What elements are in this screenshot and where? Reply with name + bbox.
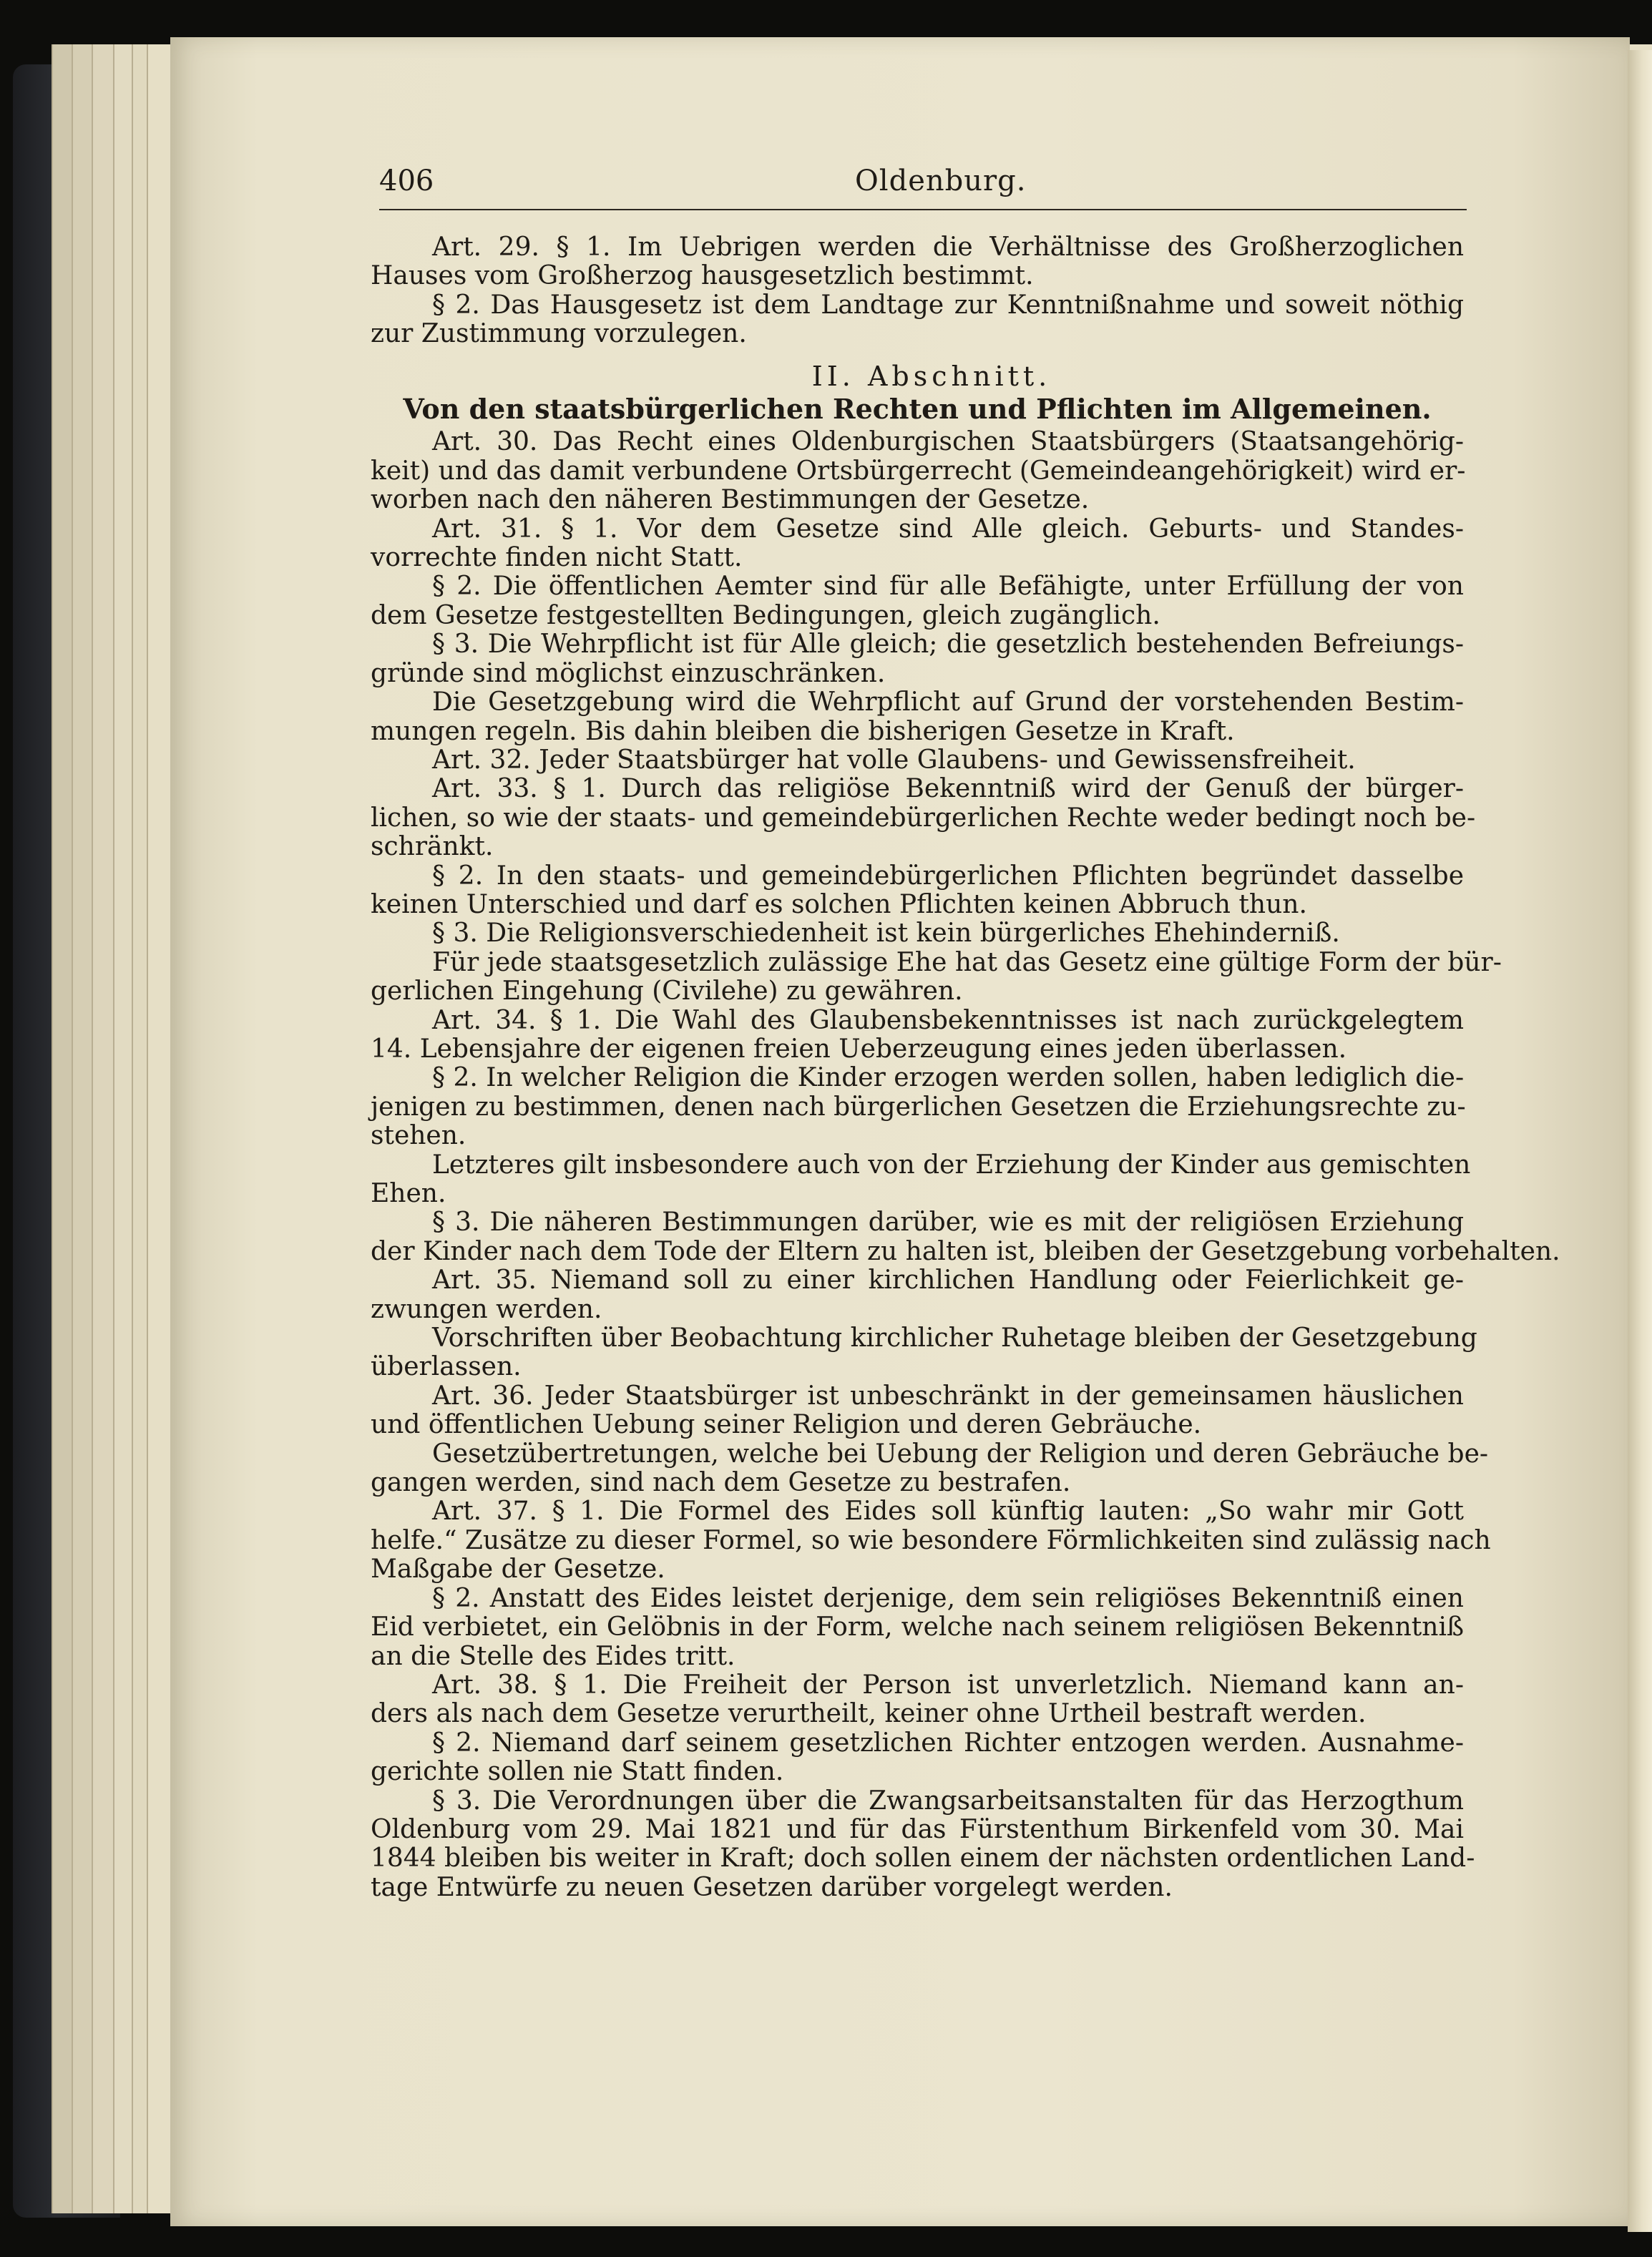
text-line: der Kinder nach dem Tode der Eltern zu halten ist, bleiben der Gesetzgebung vorbehalten. — [371, 1236, 1560, 1266]
text-line: Oldenburg vom 29. Mai 1821 und für das Fürstenthum Birkenfeld vom 30. Mai — [371, 1814, 1464, 1844]
page-number: 406 — [379, 165, 434, 197]
text-line: Eid verbietet, ein Gelöbnis in der Form, welche nach seinem religiösen Bekenntniß — [371, 1612, 1464, 1642]
text-line: Ehen. — [371, 1179, 446, 1208]
text-line: Gesetzübertretungen, welche bei Uebung der Religion und deren Gebräuche be- — [432, 1439, 1489, 1469]
text-line: Art. 36. Jeder Staatsbürger ist unbeschränkt in der gemeinsamen häuslichen — [432, 1381, 1464, 1411]
text-line: und öffentlichen Uebung seiner Religion und deren Gebräuche. — [371, 1410, 1202, 1440]
text-line: § 2. Anstatt des Eides leistet derjenige, dem sein religiöses Bekenntniß einen — [432, 1583, 1464, 1613]
text-line: § 2. Das Hausgesetz ist dem Landtage zur Kenntnißnahme und soweit nöthig — [432, 290, 1464, 320]
facing-page-edge — [1628, 50, 1652, 2232]
section-number-heading: II. Abschnitt. — [811, 360, 1052, 392]
text-line: Art. 29. § 1. Im Uebrigen werden die Verhältnisse des Großherzoglichen — [432, 232, 1464, 262]
text-line: Art. 37. § 1. Die Formel des Eides soll künftig lauten: „So wahr mir Gott — [432, 1497, 1464, 1527]
text-line: dem Gesetze festgestellten Bedingungen, gleich zugänglich. — [371, 600, 1160, 630]
text-line: Art. 35. Niemand soll zu einer kirchlichen Handlung oder Feierlichkeit ge- — [432, 1265, 1464, 1296]
text-line: 14. Lebensjahre der eigenen freien Ueberzeugung eines jeden überlassen. — [371, 1034, 1347, 1064]
text-line: jenigen zu bestimmen, denen nach bürgerlichen Gesetzen die Erziehungsrechte zu- — [371, 1092, 1466, 1122]
text-line: Die Gesetzgebung wird die Wehrpflicht auf Grund der vorstehenden Bestim- — [432, 687, 1464, 718]
text-line: Art. 34. § 1. Die Wahl des Glaubensbekenntnisses ist nach zurückgelegtem — [432, 1005, 1464, 1035]
text-line: überlassen. — [371, 1352, 522, 1382]
page-header — [379, 165, 1467, 210]
text-line: lichen, so wie der staats- und gemeindebürgerlichen Rechte weder bedingt noch be- — [371, 803, 1476, 833]
text-line: § 2. In welcher Religion die Kinder erzogen werden sollen, haben lediglich die- — [432, 1063, 1465, 1093]
text-line: § 2. In den staats- und gemeindebürgerlichen Pflichten begründet dasselbe — [432, 861, 1464, 891]
running-head: Oldenburg. — [855, 165, 1027, 197]
text-line: Art. 33. § 1. Durch das religiöse Bekenntniß wird der Genuß der bürger- — [432, 774, 1464, 804]
text-line: worben nach den näheren Bestimmungen der Gesetze. — [371, 485, 1090, 515]
text-line: § 2. Die öffentlichen Aemter sind für alle Befähigte, unter Erfüllung der von — [432, 572, 1464, 602]
text-line: vorrechte finden nicht Statt. — [371, 543, 743, 573]
text-line: tage Entwürfe zu neuen Gesetzen darüber vorgelegt werden. — [371, 1872, 1173, 1902]
text-line: an die Stelle des Eides tritt. — [371, 1641, 735, 1671]
text-line: Letzteres gilt insbesondere auch von der Erziehung der Kinder aus gemischten — [432, 1150, 1471, 1180]
text-line: Art. 31. § 1. Vor dem Gesetze sind Alle gleich. Geburts- und Standes- — [432, 514, 1464, 544]
text-line: § 3. Die näheren Bestimmungen darüber, wie es mit der religiösen Erziehung — [432, 1208, 1464, 1238]
text-line: § 2. Niemand darf seinem gesetzlichen Richter entzogen werden. Ausnahme- — [432, 1728, 1464, 1758]
text-line: § 3. Die Religionsverschiedenheit ist kein bürgerliches Ehehinderniß. — [432, 919, 1340, 949]
text-line: gangen werden, sind nach dem Gesetze zu bestrafen. — [371, 1468, 1071, 1498]
text-line: Für jede staatsgesetzlich zulässige Ehe hat das Gesetz eine gültige Form der bür- — [432, 947, 1502, 977]
text-line: schränkt. — [371, 832, 494, 862]
text-line: keinen Unterschied und darf es solchen Pflichten keinen Abbruch thun. — [371, 889, 1307, 919]
text-line: Vorschriften über Beobachtung kirchlicher Ruhetage bleiben der Gesetzgebung — [432, 1323, 1477, 1353]
section-title: Von den staatsbürgerlichen Rechten und Pflichten im Allgemeinen. — [403, 393, 1432, 426]
text-line: Hauses vom Großherzog hausgesetzlich bestimmt. — [371, 261, 1034, 291]
text-line: gründe sind möglichst einzuschränken. — [371, 658, 886, 688]
text-line: gerichte sollen nie Statt finden. — [371, 1757, 784, 1787]
text-line: § 3. Die Wehrpflicht ist für Alle gleich; die gesetzlich bestehenden Befreiungs- — [432, 630, 1464, 660]
text-line: Maßgabe der Gesetze. — [371, 1555, 665, 1585]
body-text — [371, 232, 1560, 1902]
text-line: stehen. — [371, 1121, 466, 1151]
text-line: gerlichen Eingehung (Civilehe) zu gewähren. — [371, 976, 963, 1007]
text-line: helfe.“ Zusätze zu dieser Formel, so wie besondere Förmlichkeiten sind zulässig nach — [371, 1525, 1491, 1555]
text-line: Art. 30. Das Recht eines Oldenburgischen Staatsbürgers (Staatsangehörig- — [432, 427, 1464, 457]
text-line: zur Zustimmung vorzulegen. — [371, 319, 747, 349]
text-line: mungen regeln. Bis dahin bleiben die bisherigen Gesetze in Kraft. — [371, 716, 1235, 746]
text-line: keit) und das damit verbundene Ortsbürgerrecht (Gemeindeangehörigkeit) wird er- — [371, 456, 1466, 486]
text-line: zwungen werden. — [371, 1294, 602, 1324]
text-line: ders als nach dem Gesetze verurtheilt, keiner ohne Urtheil bestraft werden. — [371, 1699, 1367, 1729]
text-line: Art. 32. Jeder Staatsbürger hat volle Glaubens- und Gewissensfreiheit. — [432, 745, 1356, 775]
text-line: Art. 38. § 1. Die Freiheit der Person ist unverletzlich. Niemand kann an- — [432, 1670, 1464, 1700]
text-line: § 3. Die Verordnungen über die Zwangsarbeitsanstalten für das Herzogthum — [432, 1786, 1464, 1816]
text-line: 1844 bleiben bis weiter in Kraft; doch sollen einem der nächsten ordentlichen Land- — [371, 1844, 1475, 1874]
